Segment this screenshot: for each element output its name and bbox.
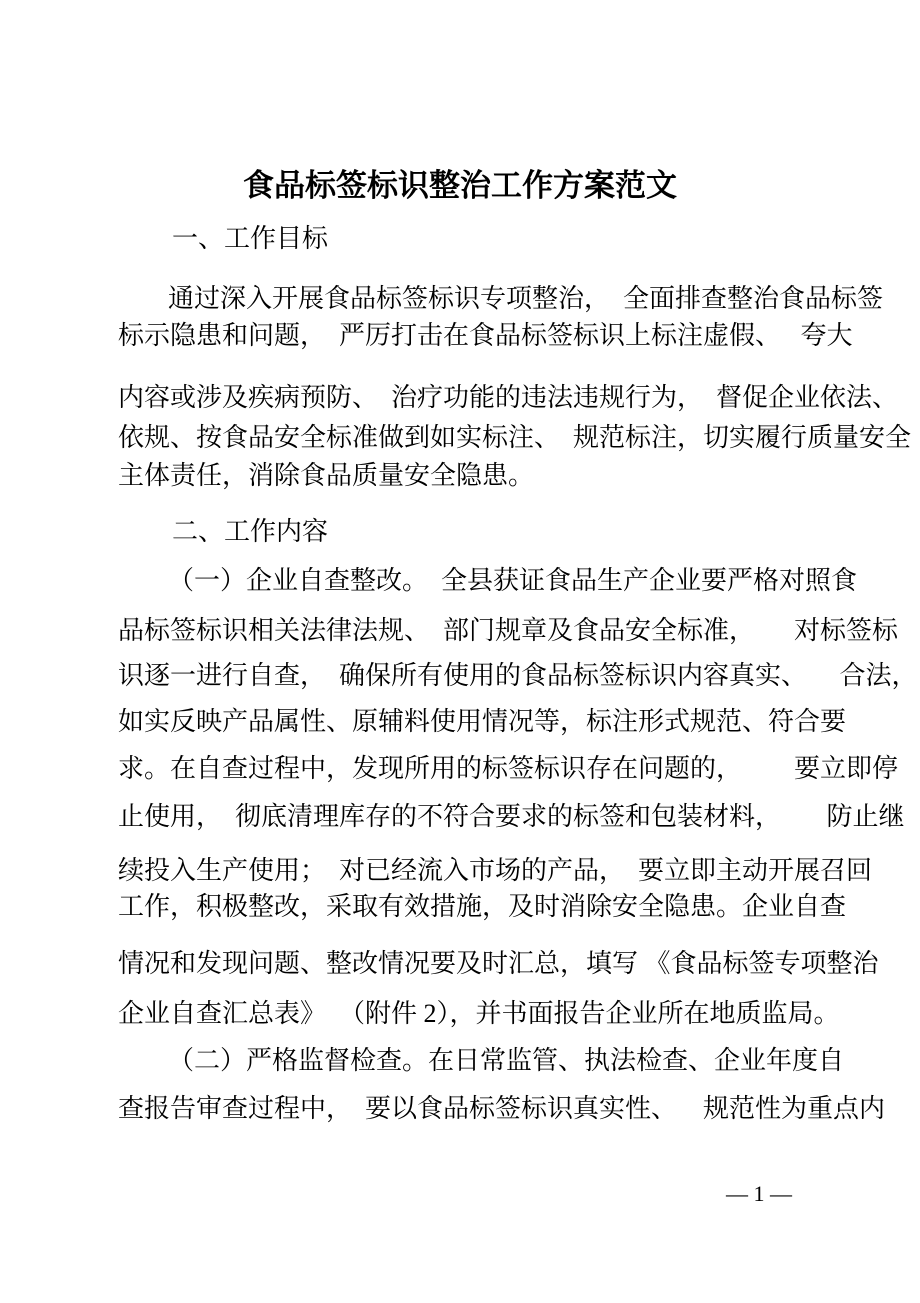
document-title: 食品标签标识整治工作方案范文 bbox=[243, 168, 677, 203]
paragraph-line: 识逐一进行自查， 确保所有使用的食品标签标识内容真实、 合法， bbox=[118, 661, 918, 690]
page-number: — 1 — bbox=[726, 1181, 792, 1206]
paragraph-line: 如实反映产品属性、原辅料使用情况等，标注形式规范、符合要 bbox=[118, 707, 847, 736]
paragraph-line: 主体责任，消除食品质量安全隐患。 bbox=[118, 461, 535, 490]
paragraph-line: （一）企业自查整改。 全县获证食品生产企业要严格对照食 bbox=[168, 566, 858, 595]
section-heading-work-goals: 一、工作目标 bbox=[172, 224, 329, 253]
paragraph-line: 企业自查汇总表》 （附件 2），并书面报告企业所在地质监局。 bbox=[118, 999, 840, 1028]
paragraph-line: 查报告审查过程中， 要以食品标签标识真实性、 规范性为重点内 bbox=[118, 1094, 886, 1123]
paragraph-line: 依规、按食品安全标准做到如实标注、 规范标注，切实履行质量安全 bbox=[118, 423, 912, 452]
paragraph-line: 情况和发现问题、整改情况要及时汇总，填写 《食品标签专项整治 bbox=[118, 949, 879, 978]
paragraph-line: 标示隐患和问题， 严厉打击在食品标签标识上标注虚假、 夸大 bbox=[118, 321, 853, 350]
paragraph-line: 工作，积极整改，采取有效措施，及时消除安全隐患。企业自查 bbox=[118, 892, 847, 921]
paragraph-line: （二）严格监督检查。在日常监管、执法检查、企业年度自 bbox=[168, 1046, 845, 1075]
paragraph-line: 通过深入开展食品标签标识专项整治， 全面排查整治食品标签 bbox=[168, 284, 884, 313]
paragraph-line: 内容或涉及疾病预防、 治疗功能的违法违规行为， 督促企业依法、 bbox=[118, 383, 899, 412]
paragraph-line: 止使用， 彻底清理库存的不符合要求的标签和包装材料， 防止继 bbox=[118, 802, 905, 831]
section-heading-work-content: 二、工作内容 bbox=[172, 517, 329, 546]
paragraph-line: 续投入生产使用； 对已经流入市场的产品， 要立即主动开展召回 bbox=[118, 856, 873, 885]
paragraph-line: 品标签标识相关法律法规、 部门规章及食品安全标准， 对标签标 bbox=[118, 616, 899, 645]
paragraph-line: 求。在自查过程中，发现所用的标签标识存在问题的， 要立即停 bbox=[118, 754, 899, 783]
